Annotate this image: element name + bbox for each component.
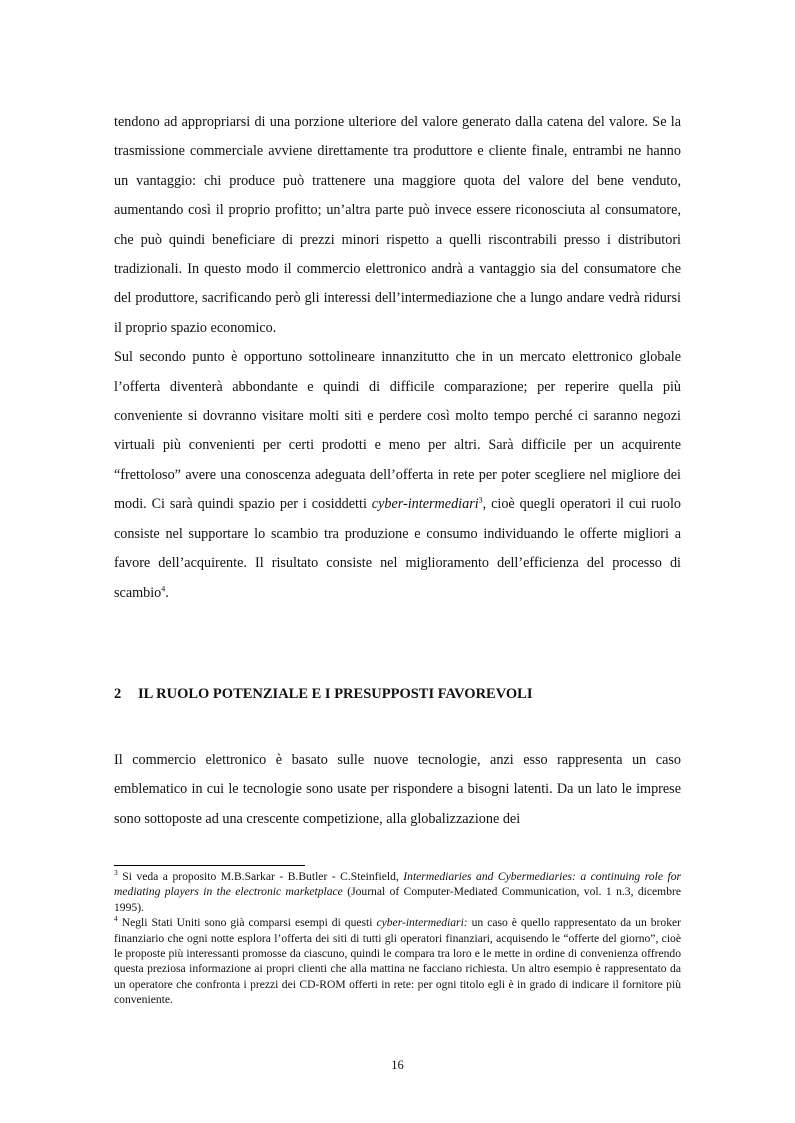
footnote-text: (Journal of Computer-Mediated Communication, vol. 1 n.3, dicembre 1995). [114,885,681,914]
section-title: IL RUOLO POTENZIALE E I PRESUPPOSTI FAVOREVOLI [138,686,533,702]
body-text-bottom [114,746,681,834]
paragraph-text: . [165,584,169,601]
paragraph-text: Sul secondo punto è opportuno sottolineare innanzitutto che in un mercato elettronico globale l’offerta diventerà abbondante e quindi di difficile comparazione; per reperire quella più conveniente si dovranno visitare molti siti e perdere così molto tempo perché ci saranno negozi virtuali più convenienti per certi prodotti e meno per altri. Sarà difficile per un acquirente “frettoloso” avere una conoscenza adeguata dell’offerta in rete per poter scegliere nel migliore dei modi. Ci sarà quindi spazio per i cosiddetti [114,349,685,513]
footnote-3 [114,869,681,915]
paragraph-text: , cioè quegli operatori il cui ruolo consiste nel supportare lo scambio tra produzione e consumo individuando le offerte migliori a favore dell’acquirente. Il risultato consiste nel miglioramento dell’efficienza del processo di scambio [114,496,681,601]
footnote-ref-4: 4 [161,583,166,593]
footnote-text: Si veda a proposito M.B.Sarkar - B.Butler - C.Steinfield, [117,870,404,883]
page-number: 16 [391,1058,404,1072]
paragraph-section-intro: Il commercio elettronico è basato sulle nuove tecnologie, anzi esso rappresenta un caso emblematico in cui le tecnologie sono usate per rispondere a bisogni latenti. Da un lato le imprese sono sottoposte ad una crescente competizione, alla globalizzazione dei [114,752,681,827]
paragraph-continuation: tendono ad appropriarsi di una porzione ulteriore del valore generato dalla catena del valore. Se la trasmissione commerciale avviene direttamente tra produttore e cliente finale, entrambi ne hanno un vantaggio: chi produce può trattenere una maggiore quota del valore del bene venduto, aumentando così il proprio profitto; un’altra parte può invece essere riconosciuta al consumatore, che può quindi beneficiare di prezzi minori rispetto a quelli riscontrabili presso i distributori tradizionali. In questo modo il commercio elettronico andrà a vantaggio sia del consumatore che del produttore, sacrificando però gli interessi dell’intermediazione che a lungo andare vedrà ridursi il proprio spazio economico. [114,114,681,336]
footnote-marker: 4 [114,914,118,924]
footnote-marker: 3 [114,868,118,878]
footnote-text: Negli Stati Uniti sono già comparsi esempi di questi [117,916,377,930]
footnote-term: cyber-intermediari: [376,916,468,930]
footnote-ref-3: 3 [478,495,483,505]
footnote-text: un caso è quello rappresentato da un broker finanziario che ogni notte esplora l’offerta dei siti di tutti gli operatori finanziari, acquisendo le “offerte del giorno”, cioè le proposte più interessanti promosse da ciascuno, quindi le compara tra loro e le mette in ordine di convenienza offrendo questa preziosa informazione ai propri clienti che alla mattina ne facciano richiesta. Un altro esempio è rappresentato da un operatore che confronta i prezzi dei CD-ROM offerti in rete: per ogni titolo egli è in grado di indicare il fornitore più conveniente. [114,916,682,1007]
body-text-top [114,108,685,608]
footnote-separator [114,865,305,866]
footnote-4 [114,915,681,1007]
paragraph-second-point [114,343,685,608]
footnotes [114,869,681,1008]
term-cyber-intermediari: cyber-intermediari [371,496,479,513]
section-heading [114,686,681,703]
section-number: 2 [114,686,122,702]
footnote-title: Intermediaries and Cybermediaries: a continuing role for mediating players in the electronic marketplace [114,870,682,899]
